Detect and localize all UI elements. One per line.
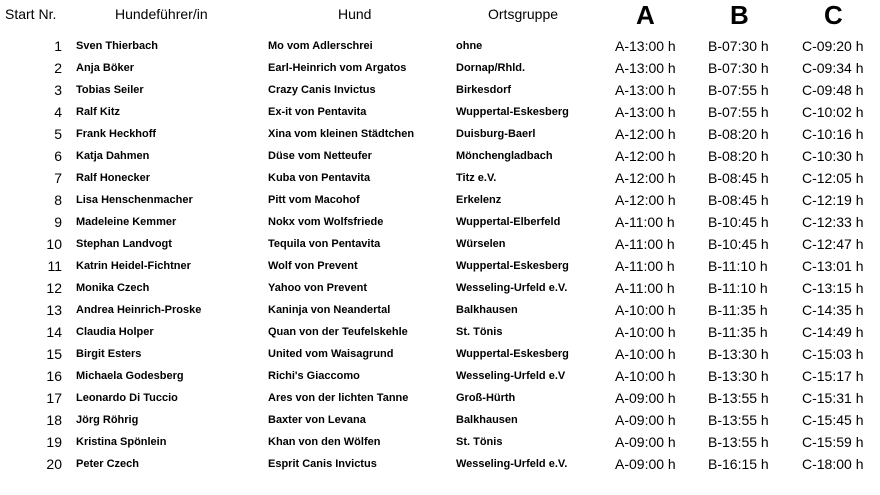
time-a: A-10:00 h bbox=[615, 368, 676, 384]
handler-name: Michaela Godesberg bbox=[76, 370, 184, 382]
time-c: C-15:59 h bbox=[802, 434, 864, 450]
handler-name: Sven Thierbach bbox=[76, 40, 158, 52]
time-c: C-12:47 h bbox=[802, 236, 864, 252]
time-c: C-12:05 h bbox=[802, 170, 864, 186]
handler-name: Katrin Heidel-Fichtner bbox=[76, 260, 191, 272]
club-name: Wesseling-Urfeld e.V. bbox=[456, 458, 568, 470]
start-number: 3 bbox=[54, 82, 62, 98]
time-b: B-13:30 h bbox=[708, 368, 769, 384]
header-a: A bbox=[636, 0, 655, 30]
time-c: C-14:49 h bbox=[802, 324, 864, 340]
time-c: C-13:15 h bbox=[802, 280, 864, 296]
time-a: A-12:00 h bbox=[615, 126, 676, 142]
start-number: 19 bbox=[46, 434, 62, 450]
club-name: Duisburg-Baerl bbox=[456, 128, 536, 140]
time-c: C-14:35 h bbox=[802, 302, 864, 318]
start-number: 10 bbox=[46, 236, 62, 252]
header-start-nr: Start Nr. bbox=[5, 6, 57, 22]
club-name: Würselen bbox=[456, 238, 506, 250]
time-c: C-13:01 h bbox=[802, 258, 864, 274]
dog-name: Kaninja von Neandertal bbox=[268, 304, 391, 316]
dog-name: Quan von der Teufelskehle bbox=[268, 326, 408, 338]
time-c: C-10:16 h bbox=[802, 126, 864, 142]
time-a: A-10:00 h bbox=[615, 324, 676, 340]
time-b: B-13:55 h bbox=[708, 434, 769, 450]
time-c: C-09:48 h bbox=[802, 82, 864, 98]
dog-name: United vom Waisagrund bbox=[268, 348, 394, 360]
start-number: 9 bbox=[54, 214, 62, 230]
start-number: 12 bbox=[46, 280, 62, 296]
time-a: A-12:00 h bbox=[615, 192, 676, 208]
handler-name: Andrea Heinrich-Proske bbox=[76, 304, 202, 316]
dog-name: Nokx vom Wolfsfriede bbox=[268, 216, 384, 228]
handler-name: Monika Czech bbox=[76, 282, 150, 294]
time-a: A-12:00 h bbox=[615, 148, 676, 164]
time-b: B-13:55 h bbox=[708, 390, 769, 406]
handler-name: Claudia Holper bbox=[76, 326, 154, 338]
start-number: 20 bbox=[46, 456, 62, 472]
dog-name: Earl-Heinrich vom Argatos bbox=[268, 62, 407, 74]
club-name: Birkesdorf bbox=[456, 84, 512, 96]
handler-name: Frank Heckhoff bbox=[76, 128, 157, 140]
dog-name: Ex-it von Pentavita bbox=[268, 106, 367, 118]
time-c: C-15:17 h bbox=[802, 368, 864, 384]
handler-name: Lisa Henschenmacher bbox=[76, 194, 193, 206]
start-number: 17 bbox=[46, 390, 62, 406]
time-a: A-13:00 h bbox=[615, 38, 676, 54]
start-number: 18 bbox=[46, 412, 62, 428]
handler-name: Tobias Seiler bbox=[76, 84, 144, 96]
time-a: A-11:00 h bbox=[615, 214, 675, 230]
time-a: A-09:00 h bbox=[615, 456, 676, 472]
handler-name: Ralf Kitz bbox=[76, 106, 120, 118]
time-c: C-15:03 h bbox=[802, 346, 864, 362]
handler-name: Leonardo Di Tuccio bbox=[76, 392, 178, 404]
time-b: B-07:30 h bbox=[708, 38, 769, 54]
club-name: Balkhausen bbox=[456, 304, 518, 316]
time-b: B-08:20 h bbox=[708, 148, 769, 164]
dog-name: Yahoo von Prevent bbox=[268, 282, 368, 294]
time-c: C-09:34 h bbox=[802, 60, 864, 76]
time-b: B-13:55 h bbox=[708, 412, 769, 428]
handler-name: Birgit Esters bbox=[76, 348, 142, 360]
header-c: C bbox=[824, 0, 843, 30]
time-b: B-08:20 h bbox=[708, 126, 769, 142]
time-a: A-09:00 h bbox=[615, 434, 676, 450]
time-b: B-10:45 h bbox=[708, 236, 769, 252]
time-c: C-12:19 h bbox=[802, 192, 864, 208]
time-c: C-18:00 h bbox=[802, 456, 864, 472]
start-number: 8 bbox=[54, 192, 62, 208]
dog-name: Mo vom Adlerschrei bbox=[268, 40, 373, 52]
dog-name: Pitt vom Macohof bbox=[268, 194, 360, 206]
time-c: C-09:20 h bbox=[802, 38, 864, 54]
dog-name: Ares von der lichten Tanne bbox=[268, 392, 409, 404]
club-name: Wuppertal-Elberfeld bbox=[456, 216, 561, 228]
club-name: Groß-Hürth bbox=[456, 392, 516, 404]
time-a: A-09:00 h bbox=[615, 390, 676, 406]
club-name: Wuppertal-Eskesberg bbox=[456, 106, 569, 118]
time-b: B-11:35 h bbox=[708, 302, 768, 318]
handler-name: Jörg Röhrig bbox=[76, 414, 139, 426]
dog-name: Esprit Canis Invictus bbox=[268, 458, 377, 470]
start-number: 5 bbox=[54, 126, 62, 142]
club-name: Mönchengladbach bbox=[456, 150, 553, 162]
header-dog: Hund bbox=[338, 6, 372, 22]
club-name: Titz e.V. bbox=[456, 172, 497, 184]
header-club: Ortsgruppe bbox=[488, 6, 559, 22]
time-a: A-12:00 h bbox=[615, 170, 676, 186]
time-b: B-07:55 h bbox=[708, 104, 769, 120]
time-b: B-08:45 h bbox=[708, 192, 769, 208]
start-number: 7 bbox=[54, 170, 62, 186]
handler-name: Madeleine Kemmer bbox=[76, 216, 177, 228]
time-a: A-13:00 h bbox=[615, 60, 676, 76]
dog-name: Düse vom Netteufer bbox=[268, 150, 372, 162]
header-handler: Hundeführer/in bbox=[115, 6, 208, 22]
club-name: St. Tönis bbox=[456, 326, 503, 338]
handler-name: Kristina Spönlein bbox=[76, 436, 167, 448]
start-number: 1 bbox=[54, 38, 62, 54]
start-number: 15 bbox=[46, 346, 62, 362]
start-number: 16 bbox=[46, 368, 62, 384]
start-number: 2 bbox=[54, 60, 62, 76]
time-a: A-11:00 h bbox=[615, 236, 675, 252]
handler-name: Peter Czech bbox=[76, 458, 139, 470]
time-b: B-11:10 h bbox=[708, 280, 768, 296]
start-number: 13 bbox=[46, 302, 62, 318]
time-a: A-09:00 h bbox=[615, 412, 676, 428]
handler-name: Stephan Landvogt bbox=[76, 238, 172, 250]
time-a: A-13:00 h bbox=[615, 104, 676, 120]
time-b: B-07:30 h bbox=[708, 60, 769, 76]
handler-name: Katja Dahmen bbox=[76, 150, 150, 162]
dog-name: Tequila von Pentavita bbox=[268, 238, 381, 250]
dog-name: Khan von den Wölfen bbox=[268, 436, 381, 448]
club-name: Balkhausen bbox=[456, 414, 518, 426]
club-name: Wesseling-Urfeld e.V. bbox=[456, 282, 568, 294]
start-number: 6 bbox=[54, 148, 62, 164]
time-a: A-10:00 h bbox=[615, 346, 676, 362]
time-a: A-13:00 h bbox=[615, 82, 676, 98]
time-c: C-15:45 h bbox=[802, 412, 864, 428]
dog-name: Xina vom kleinen Städtchen bbox=[268, 128, 415, 140]
dog-name: Kuba von Pentavita bbox=[268, 172, 371, 184]
time-b: B-11:10 h bbox=[708, 258, 768, 274]
time-a: A-11:00 h bbox=[615, 280, 675, 296]
dog-name: Wolf von Prevent bbox=[268, 260, 358, 272]
time-b: B-07:55 h bbox=[708, 82, 769, 98]
time-c: C-12:33 h bbox=[802, 214, 864, 230]
time-c: C-10:30 h bbox=[802, 148, 864, 164]
time-b: B-10:45 h bbox=[708, 214, 769, 230]
time-b: B-08:45 h bbox=[708, 170, 769, 186]
handler-name: Ralf Honecker bbox=[76, 172, 150, 184]
table-row bbox=[0, 456, 880, 482]
club-name: St. Tönis bbox=[456, 436, 503, 448]
start-number: 14 bbox=[46, 324, 62, 340]
header-b: B bbox=[730, 0, 749, 30]
start-number: 11 bbox=[47, 258, 62, 274]
handler-name: Anja Böker bbox=[76, 62, 135, 74]
time-a: A-11:00 h bbox=[615, 258, 675, 274]
dog-name: Crazy Canis Invictus bbox=[268, 84, 376, 96]
club-name: Wesseling-Urfeld e.V bbox=[456, 370, 566, 382]
time-b: B-11:35 h bbox=[708, 324, 768, 340]
dog-name: Baxter von Levana bbox=[268, 414, 366, 426]
club-name: Wuppertal-Eskesberg bbox=[456, 348, 569, 360]
time-c: C-10:02 h bbox=[802, 104, 864, 120]
club-name: Erkelenz bbox=[456, 194, 502, 206]
time-b: B-13:30 h bbox=[708, 346, 769, 362]
time-c: C-15:31 h bbox=[802, 390, 864, 406]
dog-name: Richi's Giaccomo bbox=[268, 370, 360, 382]
start-number: 4 bbox=[54, 104, 62, 120]
time-b: B-16:15 h bbox=[708, 456, 769, 472]
club-name: ohne bbox=[456, 40, 483, 52]
time-a: A-10:00 h bbox=[615, 302, 676, 318]
club-name: Wuppertal-Eskesberg bbox=[456, 260, 569, 272]
club-name: Dornap/Rhld. bbox=[456, 62, 526, 74]
